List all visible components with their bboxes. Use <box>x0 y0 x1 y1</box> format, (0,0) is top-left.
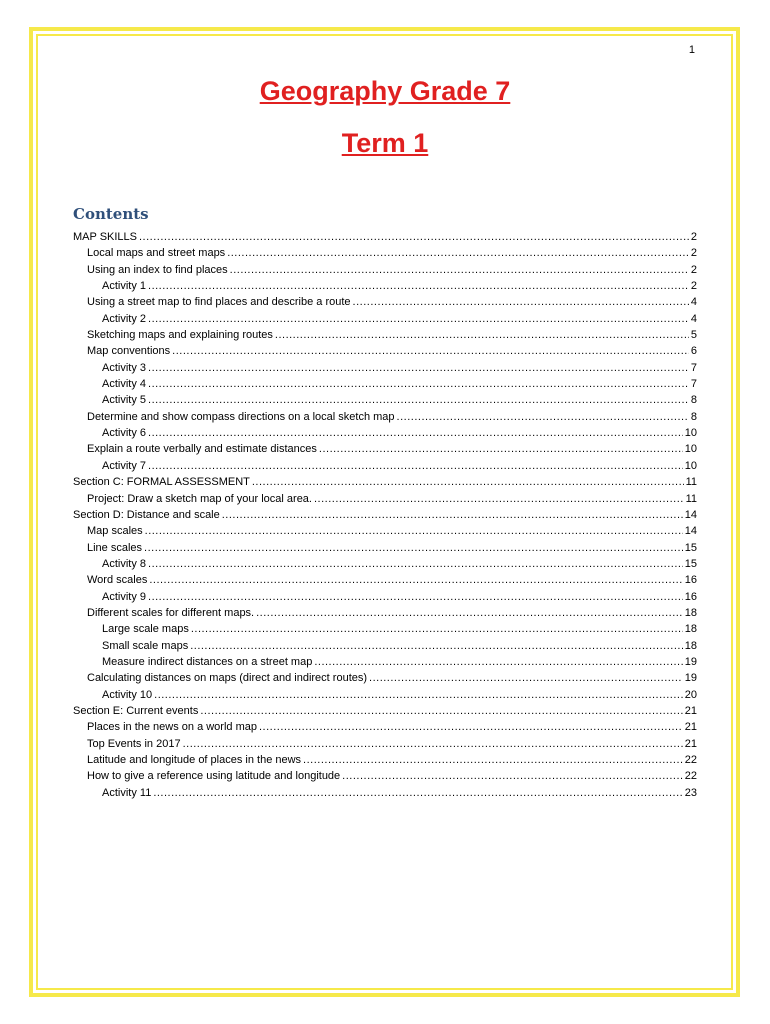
toc-dot-leader <box>200 703 682 719</box>
toc-dot-leader <box>183 736 683 752</box>
toc-entry[interactable] <box>73 523 697 539</box>
toc-entry-label: Local maps and street maps <box>87 247 226 260</box>
toc-entry-page: 10 <box>684 459 697 472</box>
toc-entry[interactable] <box>73 785 697 801</box>
toc-entry-page: 2 <box>690 231 697 243</box>
toc-entry-label: Map scales <box>87 525 143 538</box>
toc-entry[interactable] <box>73 621 697 637</box>
toc-entry-label: Small scale maps <box>102 639 189 652</box>
toc-entry[interactable] <box>73 605 697 621</box>
page-number: 1 <box>688 44 695 56</box>
contents-heading: Contents <box>73 205 149 223</box>
toc-entry[interactable] <box>73 670 697 686</box>
toc-entry[interactable] <box>73 638 697 654</box>
toc-dot-leader <box>369 670 683 686</box>
toc-dot-leader <box>259 719 683 735</box>
toc-entry-label: Activity 4 <box>102 378 147 391</box>
toc-entry[interactable] <box>73 572 697 588</box>
toc-entry-label: Activity 6 <box>102 427 147 440</box>
toc-dot-leader <box>148 360 689 376</box>
toc-entry-label: Determine and show compass directions on a local sketch map <box>87 410 395 423</box>
toc-entry-label: How to give a reference using latitude and longitude <box>87 770 341 783</box>
toc-entry[interactable] <box>73 409 697 425</box>
toc-entry-label: Activity 5 <box>102 394 147 407</box>
toc-entry-page: 10 <box>684 443 697 456</box>
toc-entry-page: 21 <box>684 721 697 734</box>
toc-entry[interactable] <box>73 245 697 261</box>
toc-entry[interactable] <box>73 752 697 768</box>
toc-entry-label: Activity 8 <box>102 557 147 570</box>
toc-entry-label: Word scales <box>87 574 148 587</box>
toc-entry[interactable] <box>73 474 697 490</box>
toc-entry-page: 7 <box>690 378 697 391</box>
toc-dot-leader <box>148 278 689 294</box>
toc-entry-label: Latitude and longitude of places in the news <box>87 754 302 766</box>
toc-entry[interactable] <box>73 392 697 408</box>
toc-entry[interactable] <box>73 654 697 670</box>
toc-entry-label: Activity 9 <box>102 590 147 603</box>
toc-entry[interactable] <box>73 703 697 719</box>
toc-dot-leader <box>154 687 683 703</box>
toc-dot-leader <box>252 474 684 490</box>
toc-entry[interactable] <box>73 327 697 343</box>
toc-entry[interactable] <box>73 294 697 310</box>
toc-entry-page: 19 <box>684 672 697 685</box>
toc-dot-leader <box>230 262 689 278</box>
toc-dot-leader <box>314 491 684 507</box>
toc-dot-leader <box>342 768 683 784</box>
toc-entry-label: Measure indirect distances on a street map <box>102 655 313 668</box>
toc-entry-label: Using an index to find places <box>87 263 228 276</box>
toc-entry-page: 11 <box>685 476 697 489</box>
toc-dot-leader <box>148 425 683 441</box>
toc-dot-leader <box>139 229 689 245</box>
toc-dot-leader <box>397 409 689 425</box>
toc-entry-label: Project: Draw a sketch map of your local area. <box>87 492 312 505</box>
toc-dot-leader <box>148 589 683 605</box>
toc-entry[interactable] <box>73 540 697 556</box>
toc-entry-label: MAP SKILLS <box>73 231 137 243</box>
toc-entry[interactable] <box>73 262 697 278</box>
toc-entry-label: Map conventions <box>87 345 171 358</box>
toc-entry[interactable] <box>73 491 697 507</box>
toc-entry[interactable] <box>73 425 697 441</box>
toc-entry[interactable] <box>73 229 697 245</box>
toc-entry-label: Activity 3 <box>102 361 147 374</box>
toc-entry-page: 18 <box>684 606 697 619</box>
toc-entry-page: 8 <box>690 394 697 407</box>
toc-entry-page: 16 <box>684 590 697 603</box>
toc-entry-page: 19 <box>684 655 697 668</box>
toc-entry-page: 10 <box>684 427 697 440</box>
toc-entry-label: Places in the news on a world map <box>87 721 257 734</box>
toc-entry[interactable] <box>73 376 697 392</box>
toc-dot-leader <box>319 441 683 457</box>
toc-entry-label: Large scale maps <box>102 623 189 636</box>
toc-entry-page: 2 <box>690 280 697 293</box>
toc-entry-page: 22 <box>684 770 697 783</box>
document-subtitle: Term 1 <box>341 128 429 158</box>
toc-dot-leader <box>227 245 689 261</box>
table-of-contents <box>73 229 697 801</box>
toc-entry-page: 15 <box>684 557 697 570</box>
toc-entry-page: 6 <box>690 345 697 358</box>
toc-entry-label: Activity 2 <box>102 312 147 325</box>
toc-entry[interactable] <box>73 458 697 474</box>
toc-dot-leader <box>353 294 689 310</box>
toc-entry-page: 23 <box>684 786 697 799</box>
toc-entry-page: 18 <box>684 623 697 636</box>
toc-entry-label: Calculating distances on maps (direct and indirect routes) <box>87 672 368 685</box>
toc-entry[interactable] <box>73 768 697 784</box>
toc-dot-leader <box>153 785 682 801</box>
toc-entry-page: 2 <box>690 263 697 276</box>
toc-dot-leader <box>145 523 683 539</box>
toc-entry-page: 4 <box>690 296 697 309</box>
toc-entry-page: 16 <box>684 574 697 587</box>
toc-entry-label: Activity 11 <box>102 786 152 799</box>
toc-entry-label: Top Events in 2017 <box>87 737 181 750</box>
toc-entry[interactable] <box>73 343 697 359</box>
toc-entry[interactable] <box>73 507 697 523</box>
toc-entry-page: 7 <box>690 361 697 374</box>
toc-dot-leader <box>191 621 683 637</box>
toc-entry-page: 11 <box>685 492 697 505</box>
toc-entry-page: 14 <box>684 508 697 521</box>
toc-entry[interactable] <box>73 441 697 457</box>
toc-entry[interactable] <box>73 360 697 376</box>
toc-entry[interactable] <box>73 687 697 703</box>
toc-entry-label: Explain a route verbally and estimate distances <box>87 443 317 456</box>
toc-entry-page: 4 <box>690 312 697 325</box>
toc-dot-leader <box>149 572 682 588</box>
toc-entry[interactable] <box>73 719 697 735</box>
toc-entry-page: 8 <box>690 410 697 423</box>
toc-entry[interactable] <box>73 311 697 327</box>
toc-entry-page: 14 <box>684 525 697 538</box>
toc-entry[interactable] <box>73 589 697 605</box>
toc-entry-page: 2 <box>690 247 697 260</box>
toc-dot-leader <box>314 654 682 670</box>
toc-dot-leader <box>275 327 689 343</box>
toc-entry-page: 21 <box>684 704 697 717</box>
toc-entry-page: 5 <box>690 329 697 342</box>
toc-entry-page: 18 <box>684 639 697 652</box>
toc-entry-label: Line scales <box>87 541 143 554</box>
toc-dot-leader <box>148 556 683 572</box>
toc-dot-leader <box>172 343 689 359</box>
toc-entry-label: Section D: Distance and scale <box>73 508 220 521</box>
toc-dot-leader <box>190 638 683 654</box>
toc-dot-leader <box>148 458 683 474</box>
toc-entry[interactable] <box>73 278 697 294</box>
toc-dot-leader <box>148 311 689 327</box>
toc-entry-label: Sketching maps and explaining routes <box>87 329 273 342</box>
toc-entry-page: 22 <box>684 754 697 766</box>
toc-entry-page: 20 <box>684 688 697 701</box>
document-title: Geography Grade 7 <box>259 76 511 106</box>
toc-entry-label: Activity 1 <box>102 280 147 293</box>
toc-entry-page: 21 <box>684 737 697 750</box>
toc-dot-leader <box>148 376 689 392</box>
toc-entry-page: 15 <box>684 541 697 554</box>
toc-entry-label: Activity 7 <box>102 459 147 472</box>
toc-dot-leader <box>144 540 683 556</box>
toc-entry[interactable] <box>73 556 697 572</box>
toc-entry-label: Section E: Current events <box>73 704 199 717</box>
toc-dot-leader <box>303 752 683 768</box>
toc-dot-leader <box>148 392 689 408</box>
toc-entry-label: Using a street map to find places and describe a route <box>87 296 351 309</box>
toc-dot-leader <box>222 507 683 523</box>
toc-entry[interactable] <box>73 736 697 752</box>
toc-entry-label: Different scales for different maps. <box>87 606 255 619</box>
toc-entry-label: Section C: FORMAL ASSESSMENT <box>73 476 250 489</box>
toc-dot-leader <box>256 605 683 621</box>
toc-entry-label: Activity 10 <box>102 688 153 701</box>
